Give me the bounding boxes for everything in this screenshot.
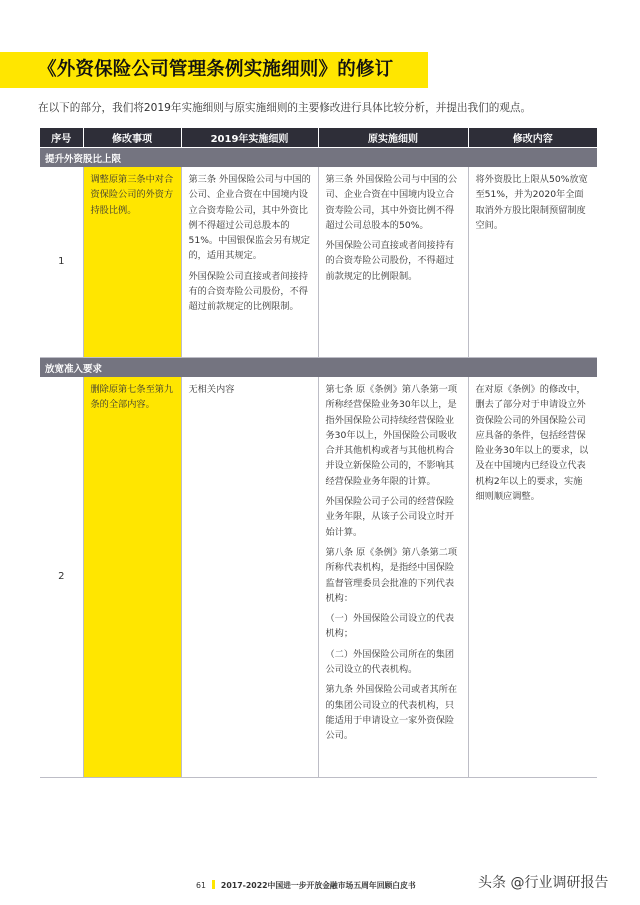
section-row — [40, 358, 597, 378]
new-rule-paragraph: 无相关内容 — [188, 384, 235, 395]
old-rule-paragraph: 第九条 外国保险公司或者其所在的集团公司设立的代表机构，只能适用于申请设立一家外资保险公司。 — [325, 684, 458, 742]
old-rule-paragraph: （一）外国保险公司设立的代表机构； — [325, 613, 455, 640]
table-row — [40, 167, 597, 358]
table-header-row — [40, 128, 597, 148]
header-no: 序号 — [40, 128, 83, 148]
header-new-rule: 2019年实施细则 — [181, 128, 318, 148]
change-cell — [468, 167, 597, 358]
change-paragraph: 将外资股比上限从50%放宽至51%，并为2020年全面取消外方股比限制预留制度空间。 — [475, 174, 588, 231]
page-footer — [196, 880, 416, 891]
row-number: 1 — [40, 167, 83, 358]
section-title: 提升外资股比上限 — [40, 148, 597, 168]
old-rule-paragraph: 第三条 外国保险公司与中国的公司、企业合资在中国境内设立合资寿险公司，其中外资比例不得超过公司总股本的50%。 — [325, 174, 458, 231]
row-item: 调整原第三条中对合资保险公司的外资方持股比例。 — [83, 167, 181, 358]
table-row — [40, 377, 597, 778]
change-cell — [468, 377, 597, 778]
header-item: 修改事项 — [83, 128, 181, 148]
new-rule-cell — [181, 167, 318, 358]
document-title: 2017-2022中国进一步开放金融市场五周年回顾白皮书 — [220, 881, 416, 890]
old-rule-paragraph: 外国保险公司直接或者间接持有的合资寿险公司股份，不得超过前款规定的比例限制。 — [325, 240, 455, 282]
header-change: 修改内容 — [468, 128, 597, 148]
row-item: 删除原第七条至第九条的全部内容。 — [83, 377, 181, 778]
title-banner — [0, 52, 428, 88]
header-old-rule: 原实施细则 — [318, 128, 468, 148]
intro-paragraph: 在以下的部分，我们将2019年实施细则与原实施细则的主要修改进行具体比较分析，并提出我们的观点。 — [38, 102, 532, 114]
watermark: 头条 @行业调研报告 — [478, 875, 609, 891]
section-row — [40, 148, 597, 168]
old-rule-paragraph: 第八条 原《条例》第八条第二项所称代表机构，是指经中国保险监督管理委员会批准的下列代表机构： — [325, 546, 458, 604]
comparison-table — [40, 128, 597, 778]
new-rule-paragraph: 外国保险公司直接或者间接持有的合资寿险公司股份，不得超过前款规定的比例限制。 — [188, 270, 308, 313]
section-title: 放宽准入要求 — [40, 358, 597, 378]
row-number: 2 — [40, 377, 83, 778]
old-rule-cell — [318, 377, 468, 778]
footer-separator — [212, 880, 215, 889]
new-rule-cell — [181, 377, 318, 778]
old-rule-cell — [318, 167, 468, 358]
old-rule-paragraph: 第七条 原《条例》第八条第一项所称经营保险业务30年以上，是指外国保险公司持续经营保险业务30年以上，外国保险公司吸收合并其他机构或者与其他机构合并设立新保险公司的，不影响其经营保险业务年限的计算。 — [325, 384, 458, 487]
new-rule-paragraph: 第三条 外国保险公司与中国的公司、企业合资在中国境内设立合资寿险公司，其中外资比例不得超过公司总股本的51%。中国银保监会另有规定的，适用其规定。 — [188, 174, 311, 262]
old-rule-paragraph: （二）外国保险公司所在的集团公司设立的代表机构。 — [325, 648, 455, 676]
change-paragraph: 在对原《条例》的修改中，删去了部分对于申请设立外资保险公司的外国保险公司应具备的条件，包括经营保险业务30年以上的要求，以及在中国境内已经设立代表机构2年以上的要求，实施细则顺应调整。 — [475, 384, 589, 503]
page-number: 61 — [196, 881, 206, 890]
page-title: 《外资保险公司管理条例实施细则》的修订 — [38, 59, 394, 80]
old-rule-paragraph: 外国保险公司子公司的经营保险业务年限，从该子公司设立时开始计算。 — [325, 496, 455, 538]
